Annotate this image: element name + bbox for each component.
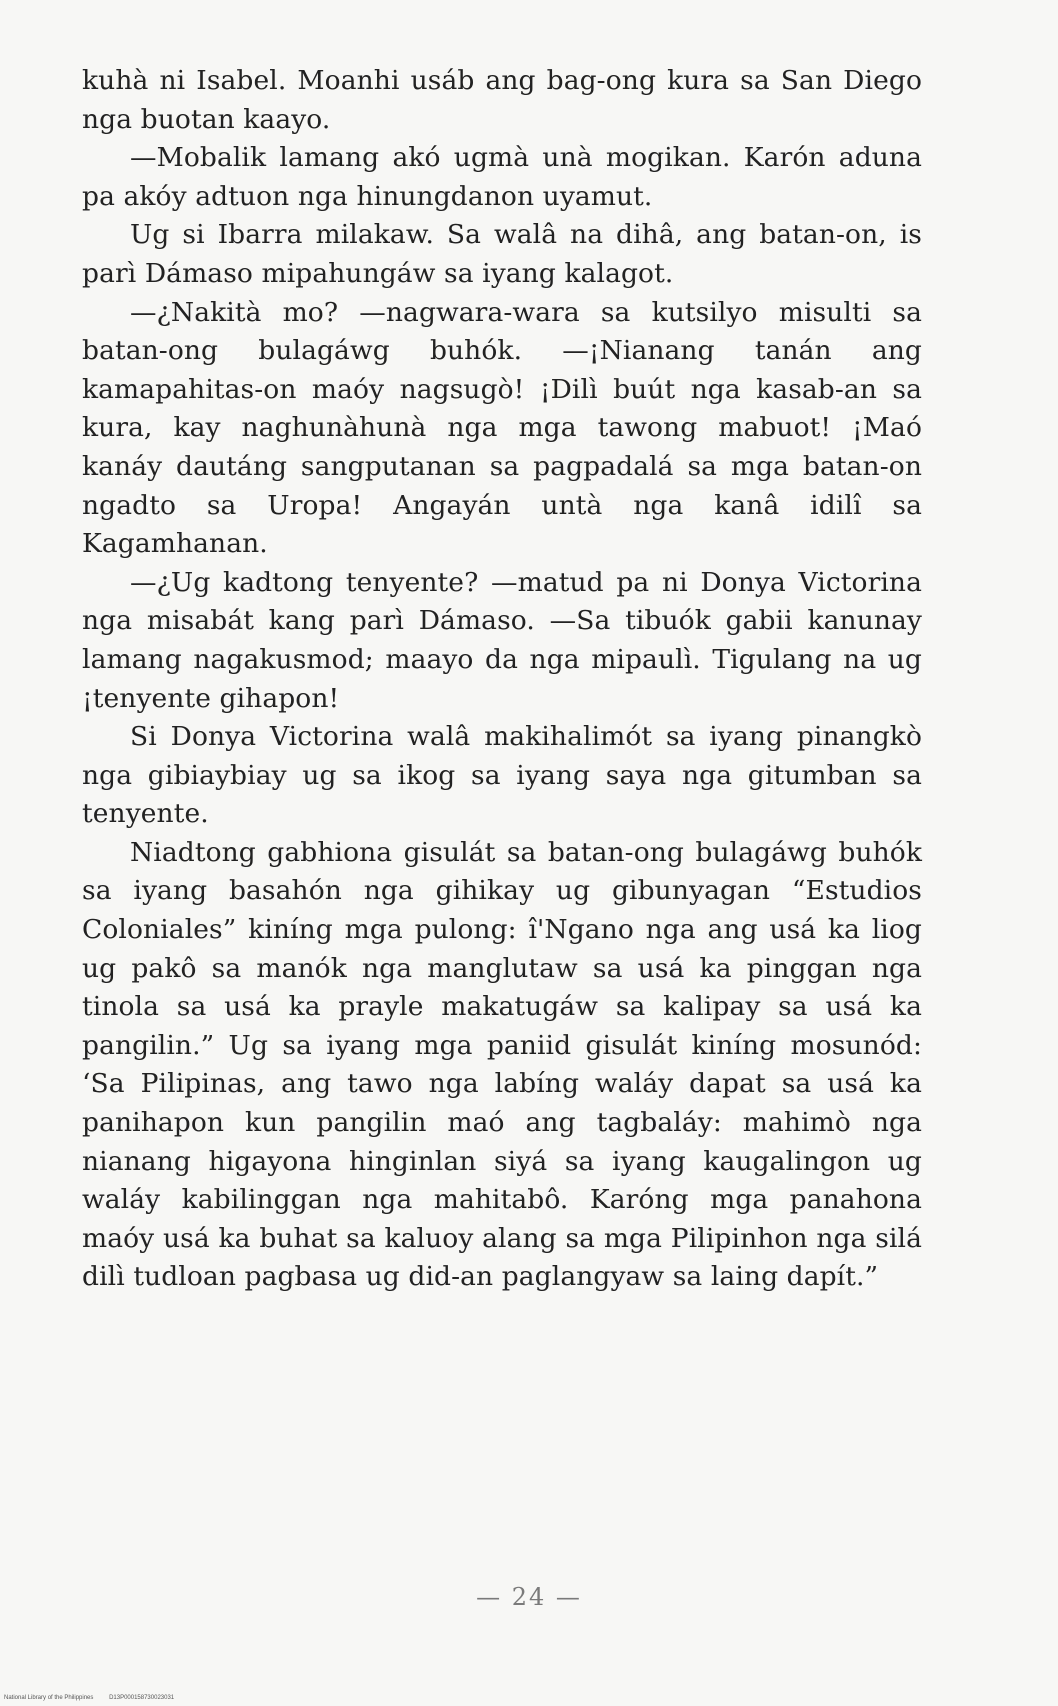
library-name: National Library of the Philippines [4,1695,94,1701]
paragraph-2: —Mobalik lamang akó ugmà unà mogikan. Karón aduna pa akóy adtuon nga hinungdanon uyamut. [82,142,922,212]
paragraph-6: Si Donya Victorina walâ makihalimót sa iyang pinangkò nga gibiaybiay ug sa ikog sa iyang saya nga gitumban sa tenyente. [82,721,922,830]
paragraph-7: Niadtong gabhiona gisulát sa batan-ong bulagáwg buhók sa iyang basahón nga gihikay ug gibunyagan “Estudios Coloniales” kiníng mga pulong: î'Ngano nga ang usá ka liog ug pakô sa manók nga manglutaw sa usá ka pinggan nga tinola sa usá ka prayle makatugáw sa kalipay sa usá ka pangilin.” Ug sa iyang mga paniid gisulát kiníng mosunód: ‘Sa Pilipinas, ang tawo nga labíng waláy dapat sa usá ka panihapon kun pangilin maó ang tagbaláy: mahimò nga nianang higayona hinginlan siyá sa iyang kaugalingon ug waláy kabilinggan nga mahitabô. Karóng mga panahona maóy usá ka buhat sa kaluoy alang sa mga Pilipinhon nga silá dilì tudloan pagbasa ug did-an paglangyaw sa laing dapít.” [82,836,922,1293]
paragraph-3: Ug si Ibarra milakaw. Sa walâ na dihâ, ang batan-on, is parì Dámaso mipahungáw sa iyang kalagot. [82,219,922,289]
paragraph-5: —¿Ug kadtong tenyente? —matud pa ni Donya Victorina nga misabát kang parì Dámaso. —Sa tibuók gabii kanunay lamang nagakusmod; maayo da nga mipaulì. Tigulang na ug ¡tenyente gihapon! [82,566,922,714]
library-footer [4,1694,174,1702]
scan-code: D13P000158730023031 [109,1695,175,1701]
page-number: — 24 — [476,1583,582,1611]
paragraph-4: —¿Nakità mo? —nagwara-wara sa kutsilyo misulti sa batan-ong bulagáwg buhók. —¡Nianang tanán ang kamapahitas-on maóy nagsugò! ¡Dilì buút nga kasab-an sa kura, kay naghunàhunà nga mga tawong mabuot! ¡Maó kanáy dautáng sangputanan sa pagpadalá sa mga batan-on ngadto sa Uropa! Angayán untà nga kanâ idilî sa Kagamhanan. [82,296,922,560]
paragraph-1: kuhà ni Isabel. Moanhi usáb ang bag-ong kura sa San Diego nga buotan kaayo. [82,65,922,135]
body-text [82,62,922,1297]
